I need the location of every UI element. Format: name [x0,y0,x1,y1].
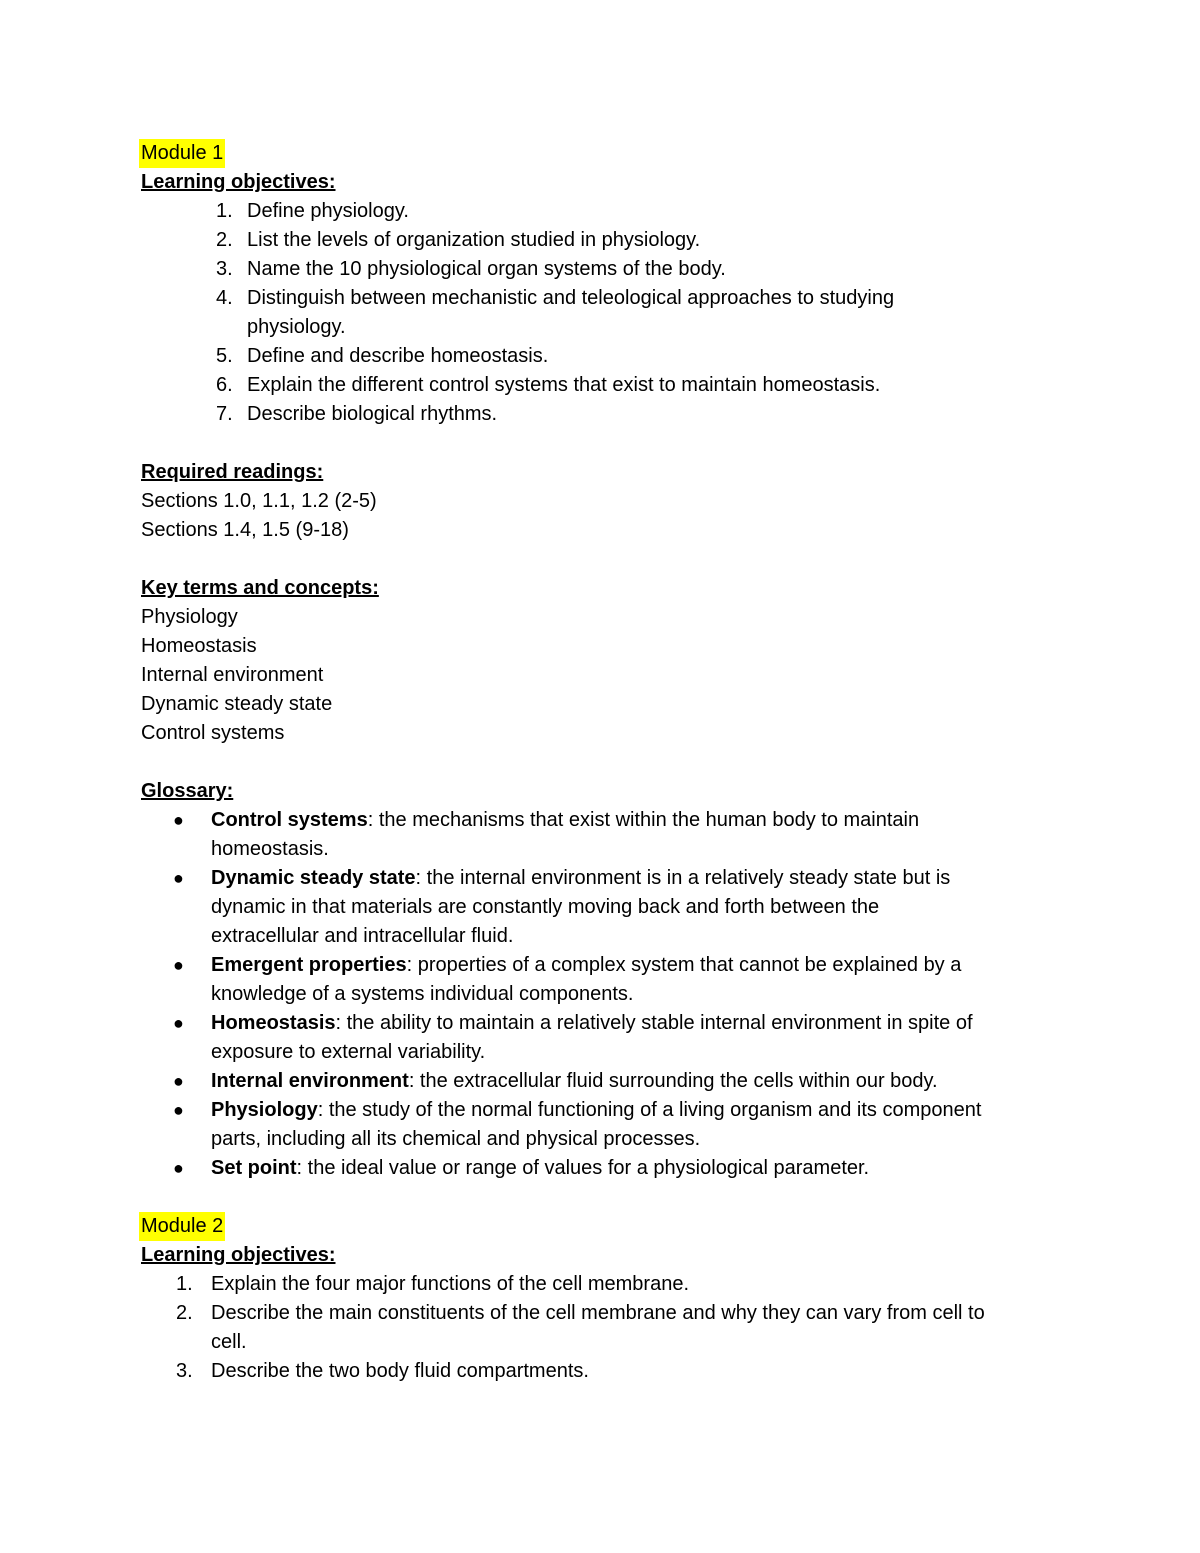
objective-text: Describe the main constituents of the cell membrane and why they can vary from cell to [211,1302,985,1324]
objective-text: Distinguish between mechanistic and teleological approaches to studying [247,287,895,309]
glossary-list [141,806,1140,1183]
module-2-objectives-list [141,1270,1140,1386]
glossary-term: Dynamic steady state [211,867,416,889]
spacer [141,748,1140,777]
key-term-item: Dynamic steady state [141,693,333,715]
objective-item [141,1270,1140,1299]
objective-text: Describe biological rhythms. [247,403,498,425]
bullet-icon: ● [173,1100,184,1120]
objective-number: 4. [216,287,233,309]
objective-item [141,1357,1140,1386]
glossary-definition: : the ability to maintain a relatively stable internal environment in spite of [335,1012,973,1034]
glossary-heading: Glossary: [141,780,234,802]
reading-item: Sections 1.0, 1.1, 1.2 (2-5) [141,490,377,512]
bullet-icon: ● [173,1071,184,1091]
objective-number: 1. [176,1273,193,1295]
objective-number: 1. [216,200,233,222]
objective-item [141,197,1140,226]
bullet-icon: ● [173,810,184,830]
objective-number: 2. [216,229,233,251]
objective-item [141,284,1140,342]
objective-item [141,342,1140,371]
objective-item [141,371,1140,400]
glossary-item [141,951,1140,1009]
module-1-section [141,139,1140,1183]
key-term-item: Control systems [141,722,285,744]
module-2-section [141,1212,1140,1386]
glossary-item [141,1009,1140,1067]
bullet-icon: ● [173,955,184,975]
key-terms-heading: Key terms and concepts: [141,577,379,599]
module-1-title: Module 1 [139,139,225,168]
module-2-objectives-heading: Learning objectives: [141,1244,336,1266]
module-1-objectives-list [141,197,1140,429]
glossary-definition: : the study of the normal functioning of a living organism and its component [317,1099,982,1121]
objective-text: Explain the four major functions of the cell membrane. [211,1273,690,1295]
module-1-objectives-heading: Learning objectives: [141,171,336,193]
glossary-item [141,1154,1140,1183]
glossary-definition: dynamic in that materials are constantly moving back and forth between the [211,896,880,918]
objective-text: Define and describe homeostasis. [247,345,549,367]
objective-text: cell. [211,1331,247,1353]
glossary-term: Emergent properties [211,954,407,976]
objective-number: 3. [176,1360,193,1382]
objective-item [141,400,1140,429]
objective-text: physiology. [247,316,346,338]
objective-item [141,255,1140,284]
glossary-item [141,1067,1140,1096]
glossary-definition: parts, including all its chemical and physical processes. [211,1128,701,1150]
objective-text: Define physiology. [247,200,409,222]
glossary-item [141,864,1140,951]
glossary-definition: : the ideal value or range of values for a physiological parameter. [296,1157,870,1179]
objective-item [141,1299,1140,1357]
glossary-term: Control systems [211,809,368,831]
glossary-term: Homeostasis [211,1012,336,1034]
required-readings-heading: Required readings: [141,461,324,483]
bullet-icon: ● [173,1013,184,1033]
key-term-item: Internal environment [141,664,324,686]
glossary-definition: homeostasis. [211,838,329,860]
glossary-definition: extracellular and intracellular fluid. [211,925,514,947]
bullet-icon: ● [173,868,184,888]
glossary-definition: knowledge of a systems individual components. [211,983,634,1005]
objective-text: Describe the two body fluid compartments. [211,1360,589,1382]
objective-number: 7. [216,403,233,425]
glossary-term: Internal environment [211,1070,409,1092]
objective-item [141,226,1140,255]
glossary-item [141,806,1140,864]
spacer [141,1183,1140,1212]
objective-number: 2. [176,1302,193,1324]
spacer [141,545,1140,574]
glossary-definition: : the internal environment is in a relatively steady state but is [415,867,951,889]
glossary-definition: exposure to external variability. [211,1041,486,1063]
glossary-definition: : the mechanisms that exist within the human body to maintain [367,809,920,831]
glossary-term: Set point [211,1157,297,1179]
spacer [141,429,1140,458]
objective-number: 6. [216,374,233,396]
objective-text: Explain the different control systems that exist to maintain homeostasis. [247,374,881,396]
reading-item: Sections 1.4, 1.5 (9-18) [141,519,349,541]
key-term-item: Physiology [141,606,238,628]
objective-number: 5. [216,345,233,367]
objective-number: 3. [216,258,233,280]
glossary-definition: : the extracellular fluid surrounding the cells within our body. [408,1070,938,1092]
key-term-item: Homeostasis [141,635,257,657]
module-2-title: Module 2 [139,1212,225,1241]
glossary-term: Physiology [211,1099,318,1121]
glossary-definition: : properties of a complex system that cannot be explained by a [406,954,962,976]
bullet-icon: ● [173,1158,184,1178]
glossary-item [141,1096,1140,1154]
objective-text: Name the 10 physiological organ systems of the body. [247,258,726,280]
objective-text: List the levels of organization studied in physiology. [247,229,701,251]
